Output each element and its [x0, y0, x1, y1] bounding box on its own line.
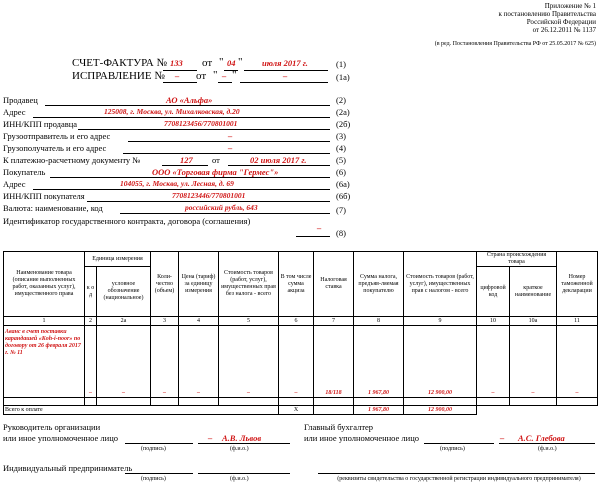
buyer-value: ООО «Торговая фирма "Гермес"»: [152, 167, 279, 177]
col-qty-header: Коли-чество (объем): [151, 252, 179, 317]
col-rate-header: Налоговая ставка: [314, 252, 354, 317]
mark-1: (1): [336, 59, 346, 69]
mark-1a: (1а): [336, 72, 350, 82]
col-price-header: Цена (тариф) за единицу измерения: [179, 252, 219, 317]
col-number: 9: [404, 317, 477, 326]
correction-title: ИСПРАВЛЕНИЕ №: [72, 70, 165, 82]
total-tax: 1 967,80: [354, 406, 404, 415]
item-rate: 18/118: [314, 326, 354, 398]
item-name: Аванс в счет поставки карандашей «Koh-i-noor» по договору от 26 февраля 2017 г. № 11: [4, 326, 85, 398]
head-label: Руководитель организации: [3, 422, 101, 432]
col-number: 4: [179, 317, 219, 326]
buyer-address-value: 104055, г. Москва, ул. Лесная, д. 69: [120, 179, 234, 188]
col-cost-header: Стоимость товаров (работ, услуг), имущественных прав без налога - всего: [219, 252, 279, 317]
item-tax: 1 967,80: [354, 326, 404, 398]
seller-value: АО «Альфа»: [166, 95, 213, 105]
payment-doc-date: 02 июля 2017 г.: [250, 155, 307, 165]
correction-number: –: [175, 71, 180, 81]
seller-inn-label: ИНН/КПП продавца: [3, 119, 78, 129]
appendix-line: (в ред. Постановления Правительства РФ от 25.05.2017 № 625): [434, 41, 596, 47]
table-row: Аванс в счет поставки карандашей «Koh-i-noor» по договору от 26 февраля 2017 г. № 11 – – – – – – 18/118 1 967,80 12 900,00 – – –: [4, 326, 598, 398]
buyer-inn-value: 7708123446/770801001: [172, 191, 246, 200]
contract-value: –: [317, 223, 322, 233]
col-customs-header: Номер таможенной декларации: [557, 252, 598, 317]
invoice-title: СЧЕТ-ФАКТУРА №: [72, 57, 167, 69]
entrepreneur-label: Индивидуальный предприниматель: [3, 463, 133, 473]
appendix-line: к постановлению Правительства: [498, 10, 596, 18]
total-amount: 12 900,00: [404, 406, 477, 415]
col-number: 6: [279, 317, 314, 326]
seller-inn-value: 7708123456/770801001: [164, 119, 238, 128]
col-number: 5: [219, 317, 279, 326]
col-name-header: Наименование товара (описание выполненных работ, оказанных услуг), имущественного права: [4, 252, 85, 317]
consignee-label: Грузополучатель и его адрес: [3, 143, 107, 153]
invoice-day: 04: [227, 58, 236, 68]
buyer-label: Покупатель: [3, 167, 46, 177]
col-origin-header: Страна происхождения товара: [477, 252, 557, 267]
invoice-number: 133: [170, 58, 183, 68]
payment-doc-number: 127: [180, 155, 193, 165]
from-label: от: [202, 57, 213, 69]
shipper-value: –: [228, 131, 233, 141]
item-total: 12 900,00: [404, 326, 477, 398]
seller-label: Продавец: [3, 95, 38, 105]
shipper-label: Грузоотправитель и его адрес: [3, 131, 111, 141]
col-number: 2а: [97, 317, 151, 326]
col-number: 10: [477, 317, 510, 326]
buyer-address-label: Адрес: [3, 179, 26, 189]
buyer-inn-label: ИНН/КПП покупателя: [3, 191, 85, 201]
currency-value: российский рубль, 643: [185, 203, 258, 212]
seller-address-label: Адрес: [3, 107, 26, 117]
col-excise-header: В том числе сумма акциза: [279, 252, 314, 317]
head-signature: –: [208, 433, 213, 443]
accountant-name: А.С. Глебова: [518, 433, 565, 443]
accountant-signature: –: [500, 433, 505, 443]
currency-label: Валюта: наименование, код: [3, 203, 103, 213]
col-unit-header: Единица измерения: [85, 252, 151, 267]
total-row: Всего к оплате Х 1 967,80 12 900,00: [4, 406, 598, 415]
seller-address-value: 125008, г. Москва, ул. Михалковская, д.20: [104, 107, 240, 116]
col-unit-name-header: условное обозначение (национальное): [97, 267, 151, 317]
col-tax-header: Сумма налога, предъяв-ляемая покупателю: [354, 252, 404, 317]
invoice-table: [3, 251, 598, 415]
col-total-header: Стоимость товаров (работ, услуг), имущественных прав с налогом - всего: [404, 252, 477, 317]
col-number: 7: [314, 317, 354, 326]
col-unit-code-header: к о д: [85, 267, 97, 317]
appendix-line: Российской Федерации: [526, 18, 596, 26]
appendix-line: Приложение № 1: [544, 2, 596, 10]
payment-doc-label: К платежно-расчетному документу №: [3, 155, 141, 165]
col-origin-name-header: краткое наименование: [510, 267, 557, 317]
consignee-value: –: [228, 143, 233, 153]
total-label: Всего к оплате: [4, 406, 279, 415]
invoice-date: июля 2017 г.: [262, 58, 308, 68]
col-number: 2: [85, 317, 97, 326]
head-name: А.В. Львов: [222, 433, 262, 443]
accountant-label: Главный бухгалтер: [304, 422, 374, 432]
col-number: 10а: [510, 317, 557, 326]
col-number: 3: [151, 317, 179, 326]
col-number: 8: [354, 317, 404, 326]
col-number: 11: [557, 317, 598, 326]
col-number: 1: [4, 317, 85, 326]
col-origin-code-header: цифровой код: [477, 267, 510, 317]
registration-caption: (реквизиты свидетельства о государственной регистрации индивидуального предпринимателя): [337, 476, 581, 482]
appendix-line: от 26.12.2011 № 1137: [532, 26, 596, 34]
contract-label: Идентификатор государственного контракта, договора (соглашения): [3, 216, 251, 226]
